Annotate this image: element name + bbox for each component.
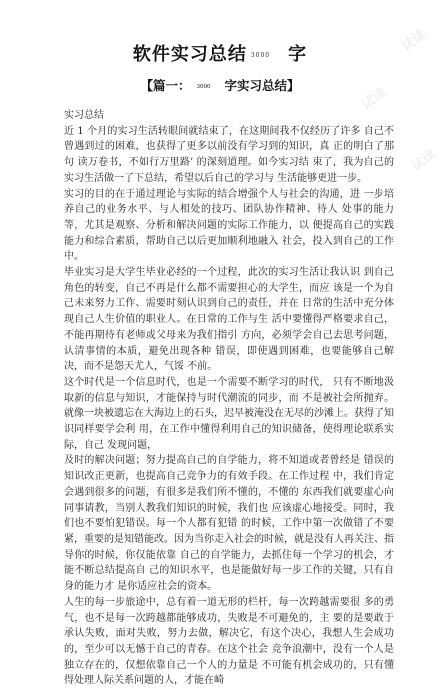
paragraph: 毕业实习是大学生毕业必经的一个过程，此次的实习生活让我认识 到自己角色的转变，自己不再是什么都不需要担心的大学生，而应 该是一个为自己未来努力工作、需要时刻认识到自己的责任，并在 日常的生活中充分体现自己人生价值的职业人。在日常的工作与生 活中要懂得严格要求自己，不能再期待有老师或父母来为我们指引 方向，必须学会自己去思考问题，认清事情的本质，避免出现各种 错误，即使遇到困难，也要能够自己解决，而不是怨天尤人，气馁 不前。: [64, 267, 394, 373]
watermark: 试读: [409, 147, 440, 175]
section-prefix: 【篇一：: [140, 78, 191, 93]
title-small: 3000: [250, 51, 271, 59]
section-small: 3000: [196, 83, 211, 90]
paragraph: 这个时代是一个信息时代，也是一个需要不断学习的时代， 只有不断地汲取新的信息与知识，才能保持与时代潮流的同步，而 不是被社会所抛弃。就像一块被遗忘在大海边上的石头，迟早被淹没在无尽的沙滩上。获得了知识同样要学会利 用，在工作中懂得利用自己的知识储备，使得理论联系实际，自己 发现问题，: [64, 376, 394, 451]
section-tail: 字实习总结】: [224, 78, 300, 93]
title-main: 软件实习总结: [132, 44, 247, 65]
document-title: [0, 40, 440, 66]
watermark: 试读: [399, 27, 430, 55]
section-title: [0, 76, 440, 94]
paragraph: 及时的解决问题；努力提高自己的自学能力，将不知道或者曾经是 错误的知识改正更新，也提高自己竞争力的有效手段。在工作过程 中，我们肯定会遇到很多的问题，有很多是我们所不懂的，不懂的 东西我们就要虚心向同事请教，当别人教我们知识的时候，我们也 应该虚心地接受。同时，我们也不要怕犯错误。每一个人都有犯错 的时候，工作中第一次做错了不要紧，重要的是知错能改。因为当你走入社会的时候，就是没有人再关注、指导你的时候，你仅能依靠 自己的自学能力，去抓住每一个学习的机会，才能不断总结提高自 己的知识水平，也是能做好每一步工作的关键，只有自身的能力才 是你适应社会的资本。: [64, 455, 394, 593]
paragraph: 近 1 个月的实习生活转眼间就结束了，在这期间我不仅经历了许多 自己不曾遇到过的困难，也获得了更多以前没有学习到的知识，真 正的明白了那句 读万卷书，不如行万里路’ 的深刻道理。如今实习结 束了，我为自己的实习生活做一了下总结，希望以后自己的学习与 生活能够更进一步。: [64, 125, 394, 184]
document-body: [64, 108, 394, 687]
watermark: 试读: [359, 85, 390, 113]
paragraph: 人生的每一步旅途中，总有着一道无形的栏杆，每一次跨越需要很 多的勇气，也不是每一次跨越都能够成功，失败是不可避免的，主 要的是要敢于承认失败，面对失败，努力去做，解决它，有这个决心，我想人生会成功的，至少可以无憾于自己的青春。在这个社会 竞争浪潮中，没有一个人是独立存在的，仅想依靠自己一个人的力量是 不可能有机会成功的，只有懂得处理人际关系问题的人，才能在崎: [64, 596, 394, 687]
title-tail: 字: [288, 44, 308, 65]
paragraph: 实习的目的在于通过理论与实际的结合增强个人与社会的沟通，进 一步培养自己的业务水平、与人相处的技巧、团队协作精神、待人 处事的能力等，尤其是观察、分析和解决问题的实际工作能力，以 便提高自己的实践能力和综合素质，帮助自己以后更加顺利地融入 社会，投入到自己的工作中。: [64, 188, 394, 263]
section-heading: 实习总结: [64, 110, 104, 121]
